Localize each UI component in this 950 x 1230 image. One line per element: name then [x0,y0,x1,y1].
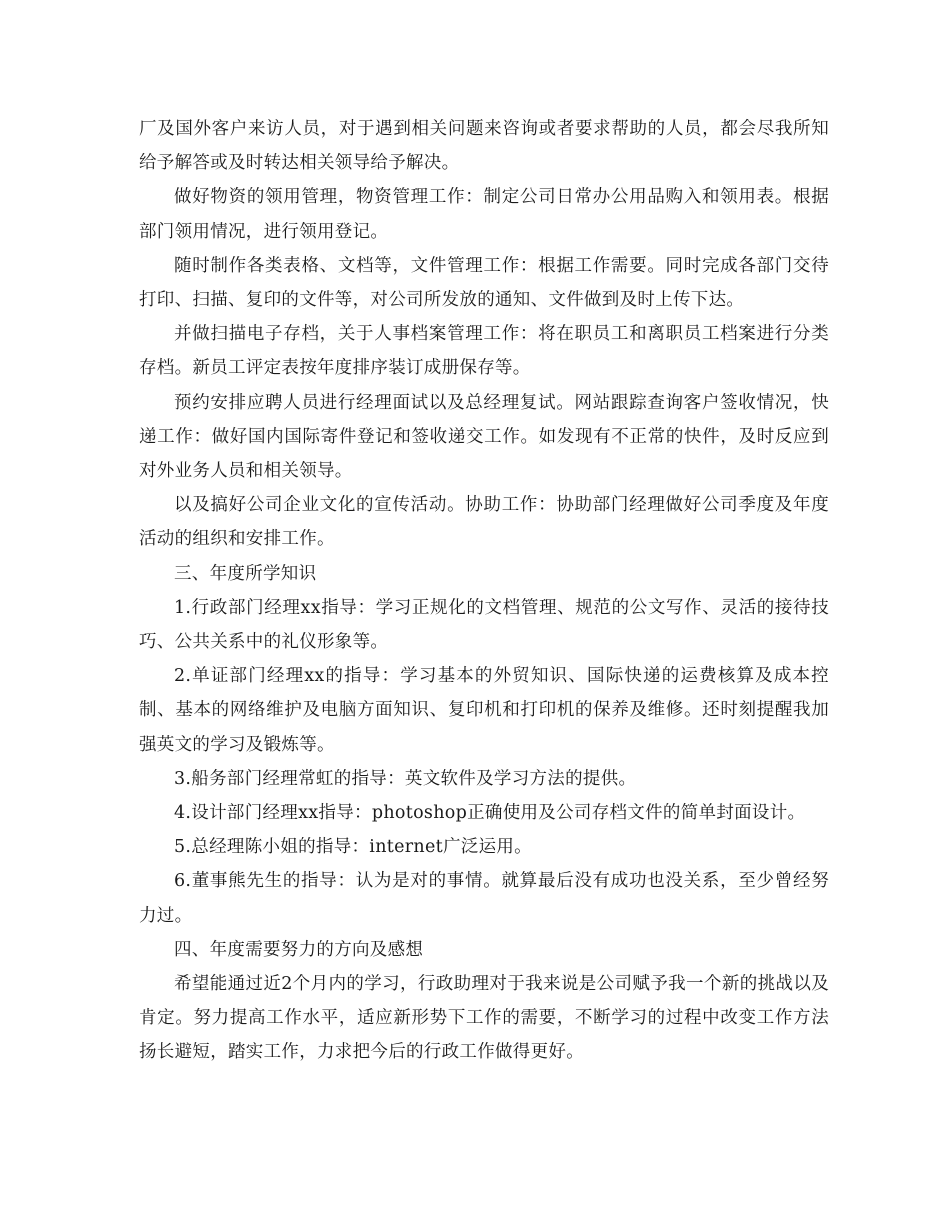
paragraph: 并做扫描电子存档，关于人事档案管理工作：将在职员工和离职员工档案进行分类存档。新员工评定表按年度排序装订成册保存等。 [139,324,829,379]
list-item: 4.设计部门经理xx指导：photoshop正确使用及公司存档文件的简单封面设计。 [174,803,806,824]
paragraph: 做好物资的领用管理，物资管理工作：制定公司日常办公用品购入和领用表。根据部门领用情况，进行领用登记。 [139,187,829,242]
paragraph: 希望能通过近2个月内的学习，行政助理对于我来说是公司赋予我一个新的挑战以及肯定。努力提高工作水平，适应新形势下工作的需要，不断学习的过程中改变工作方法扬长避短，踏实工作，力求把今后的行政工作做得更好。 [139,974,829,1063]
document-body [139,112,829,1070]
section-heading: 四、年度需要努力的方向及感想 [174,939,424,960]
paragraph: 厂及国外客户来访人员，对于遇到相关问题来咨询或者要求帮助的人员，都会尽我所知给予解答或及时转达相关领导给予解决。 [139,119,829,174]
list-item: 5.总经理陈小姐的指导：internet广泛运用。 [174,837,532,858]
list-item: 1.行政部门经理xx指导：学习正规化的文档管理、规范的公文写作、灵活的接待技巧、公共关系中的礼仪形象等。 [139,597,829,653]
list-item: 3.船务部门经理常虹的指导：英文软件及学习方法的提供。 [174,768,637,789]
list-item: 2.单证部门经理xx的指导：学习基本的外贸知识、国际快递的运费核算及成本控制、基本的网络维护及电脑方面知识、复印机和打印机的保养及维修。还时刻提醒我加强英文的学习及锻炼等。 [139,666,829,755]
paragraph: 随时制作各类表格、文档等，文件管理工作：根据工作需要。同时完成各部门交待打印、扫描、复印的文件等，对公司所发放的通知、文件做到及时上传下达。 [139,255,829,311]
paragraph: 以及搞好公司企业文化的宣传活动。协助工作：协助部门经理做好公司季度及年度活动的组织和安排工作。 [139,495,829,550]
paragraph: 预约安排应聘人员进行经理面试以及总经理复试。网站跟踪查询客户签收情况，快递工作：做好国内国际寄件登记和签收递交工作。如发现有不正常的快件，及时反应到对外业务人员和相关领导。 [139,392,829,482]
section-heading: 三、年度所学知识 [174,563,317,584]
list-item: 6.董事熊先生的指导：认为是对的事情。就算最后没有成功也没关系，至少曾经努力过。 [139,871,829,926]
